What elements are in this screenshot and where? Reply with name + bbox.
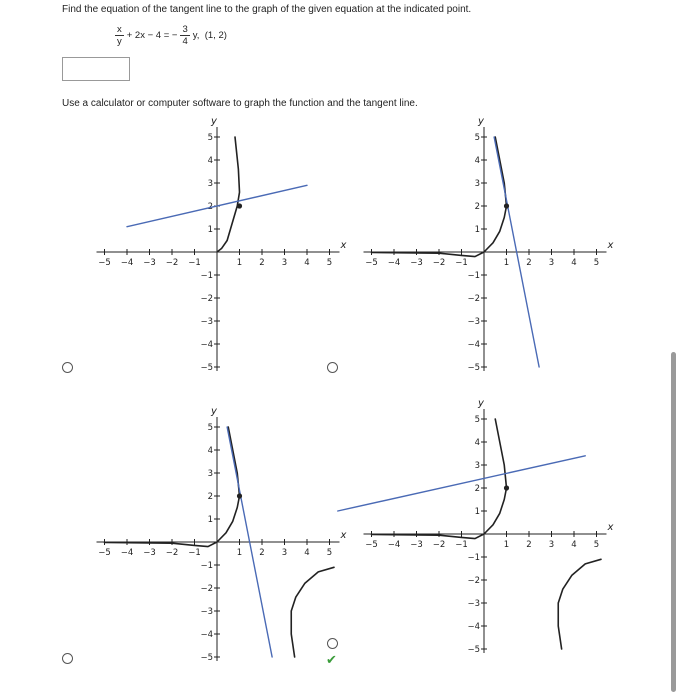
y-tick-label: −3 (467, 317, 480, 327)
y-tick-label: 4 (474, 438, 480, 448)
radio-option-c[interactable] (62, 653, 73, 664)
graph-option-c (68, 405, 347, 667)
lhs-fraction (115, 24, 124, 47)
x-tick-label: 4 (304, 258, 310, 268)
x-tick-label: 1 (236, 548, 243, 558)
correct-check-icon: ✔ (326, 652, 337, 667)
y-tick-label: 5 (474, 415, 480, 425)
x-tick-label: −3 (410, 540, 423, 550)
x-axis-label: x (340, 240, 347, 251)
radio-option-a[interactable] (62, 362, 73, 373)
y-tick-label: −3 (467, 599, 480, 609)
y-tick-label: −2 (467, 576, 480, 586)
x-tick-label: −1 (188, 548, 201, 558)
x-tick-label: 4 (304, 548, 310, 558)
y-tick-label: 4 (207, 156, 213, 166)
curve (105, 427, 240, 547)
x-tick-label: −3 (143, 548, 156, 558)
y-tick-label: −4 (200, 340, 213, 350)
scrollbar[interactable] (671, 352, 676, 692)
x-tick-label: −4 (120, 258, 134, 268)
x-tick-label: 2 (259, 258, 265, 268)
equation (112, 24, 227, 47)
x-tick-label: 3 (548, 258, 555, 268)
y-tick-label: 5 (474, 133, 480, 143)
radio-option-d[interactable] (327, 638, 338, 649)
x-tick-label: 5 (326, 548, 333, 558)
graph-option-d (335, 392, 614, 655)
y-tick-label: 5 (207, 133, 213, 143)
x-tick-label: 2 (526, 540, 532, 550)
curve (372, 419, 507, 539)
equation-middle: + 2x − 4 = − (126, 30, 178, 41)
answer-input[interactable] (62, 57, 130, 81)
x-tick-label: −1 (455, 540, 468, 550)
x-tick-label: −2 (165, 258, 179, 268)
lhs-denominator: y (117, 36, 122, 47)
x-tick-label: −5 (98, 258, 111, 268)
y-tick-label: −1 (200, 271, 213, 281)
y-tick-label: 2 (474, 202, 480, 212)
y-tick-label: −1 (467, 271, 480, 281)
curve-lower-branch (558, 559, 601, 649)
y-tick-label: −2 (467, 294, 480, 304)
x-tick-label: −3 (410, 258, 423, 268)
y-tick-label: −4 (467, 622, 480, 632)
x-tick-label: 3 (281, 258, 288, 268)
y-tick-label: 3 (207, 179, 213, 189)
y-tick-label: 4 (474, 156, 480, 166)
x-tick-label: −3 (143, 258, 156, 268)
y-tick-label: 4 (207, 446, 213, 456)
y-tick-label: −2 (200, 294, 213, 304)
y-tick-label: −4 (200, 630, 213, 640)
y-tick-label: 1 (207, 515, 213, 525)
y-tick-label: 1 (207, 225, 213, 235)
x-tick-label: −4 (387, 258, 401, 268)
x-tick-label: 1 (503, 258, 510, 268)
x-tick-label: −5 (98, 548, 111, 558)
y-tick-label: 3 (207, 469, 213, 479)
tangent-point (504, 485, 509, 490)
y-tick-label: −3 (200, 607, 213, 617)
y-tick-label: −5 (467, 363, 480, 373)
radio-option-b[interactable] (327, 362, 338, 373)
x-tick-label: 5 (593, 540, 600, 550)
x-axis-label: x (607, 522, 614, 533)
tangent-point (237, 203, 242, 208)
rhs-numerator: 3 (182, 24, 188, 35)
x-tick-label: −2 (432, 258, 446, 268)
y-tick-label: −2 (200, 584, 213, 594)
question-prompt: Find the equation of the tangent line to the graph of the given equation at the indicated point. (62, 4, 472, 15)
y-tick-label: 5 (207, 423, 213, 433)
tangent-line (338, 456, 586, 511)
x-tick-label: −1 (188, 258, 201, 268)
x-tick-label: −4 (120, 548, 134, 558)
y-tick-label: 2 (207, 202, 213, 212)
tangent-point (504, 203, 509, 208)
y-tick-label: 3 (474, 461, 480, 471)
y-tick-label: 2 (474, 484, 480, 494)
y-tick-label: −3 (200, 317, 213, 327)
y-tick-label: 3 (474, 179, 480, 189)
x-tick-label: −1 (455, 258, 468, 268)
x-tick-label: −5 (365, 258, 378, 268)
graph-option-a (68, 116, 347, 373)
x-axis-label: x (340, 530, 347, 541)
instruction: Use a calculator or computer software to graph the function and the tangent line. (62, 98, 418, 109)
x-tick-label: 3 (548, 540, 555, 550)
x-axis-label: x (607, 240, 614, 251)
equation-tail: y, (1, 2) (192, 30, 227, 41)
rhs-denominator: 4 (182, 36, 188, 47)
y-tick-label: 1 (474, 225, 480, 235)
tangent-point (237, 493, 242, 498)
x-tick-label: 1 (236, 258, 243, 268)
curve (217, 137, 240, 252)
y-axis-label: y (478, 116, 484, 127)
x-tick-label: 3 (281, 548, 288, 558)
x-tick-label: −5 (365, 540, 378, 550)
y-tick-label: 1 (474, 507, 480, 517)
x-tick-label: 5 (326, 258, 333, 268)
y-axis-label: y (478, 398, 484, 409)
y-axis-label: y (211, 116, 217, 127)
x-tick-label: −4 (387, 540, 401, 550)
y-tick-label: 2 (207, 492, 213, 502)
x-tick-label: −2 (432, 540, 446, 550)
y-tick-label: −1 (467, 553, 480, 563)
x-tick-label: 4 (571, 540, 577, 550)
x-tick-label: 1 (503, 540, 510, 550)
x-tick-label: 2 (526, 258, 532, 268)
y-tick-label: −5 (200, 653, 213, 663)
rhs-fraction (180, 24, 189, 47)
graph-option-b (335, 116, 614, 373)
x-tick-label: 2 (259, 548, 265, 558)
y-axis-label: y (211, 406, 217, 417)
y-tick-label: −1 (200, 561, 213, 571)
y-tick-label: −4 (467, 340, 480, 350)
x-tick-label: −2 (165, 548, 179, 558)
x-tick-label: 4 (571, 258, 577, 268)
lhs-numerator: x (117, 24, 122, 35)
y-tick-label: −5 (200, 363, 213, 373)
x-tick-label: 5 (593, 258, 600, 268)
y-tick-label: −5 (467, 645, 480, 655)
curve (372, 137, 507, 257)
